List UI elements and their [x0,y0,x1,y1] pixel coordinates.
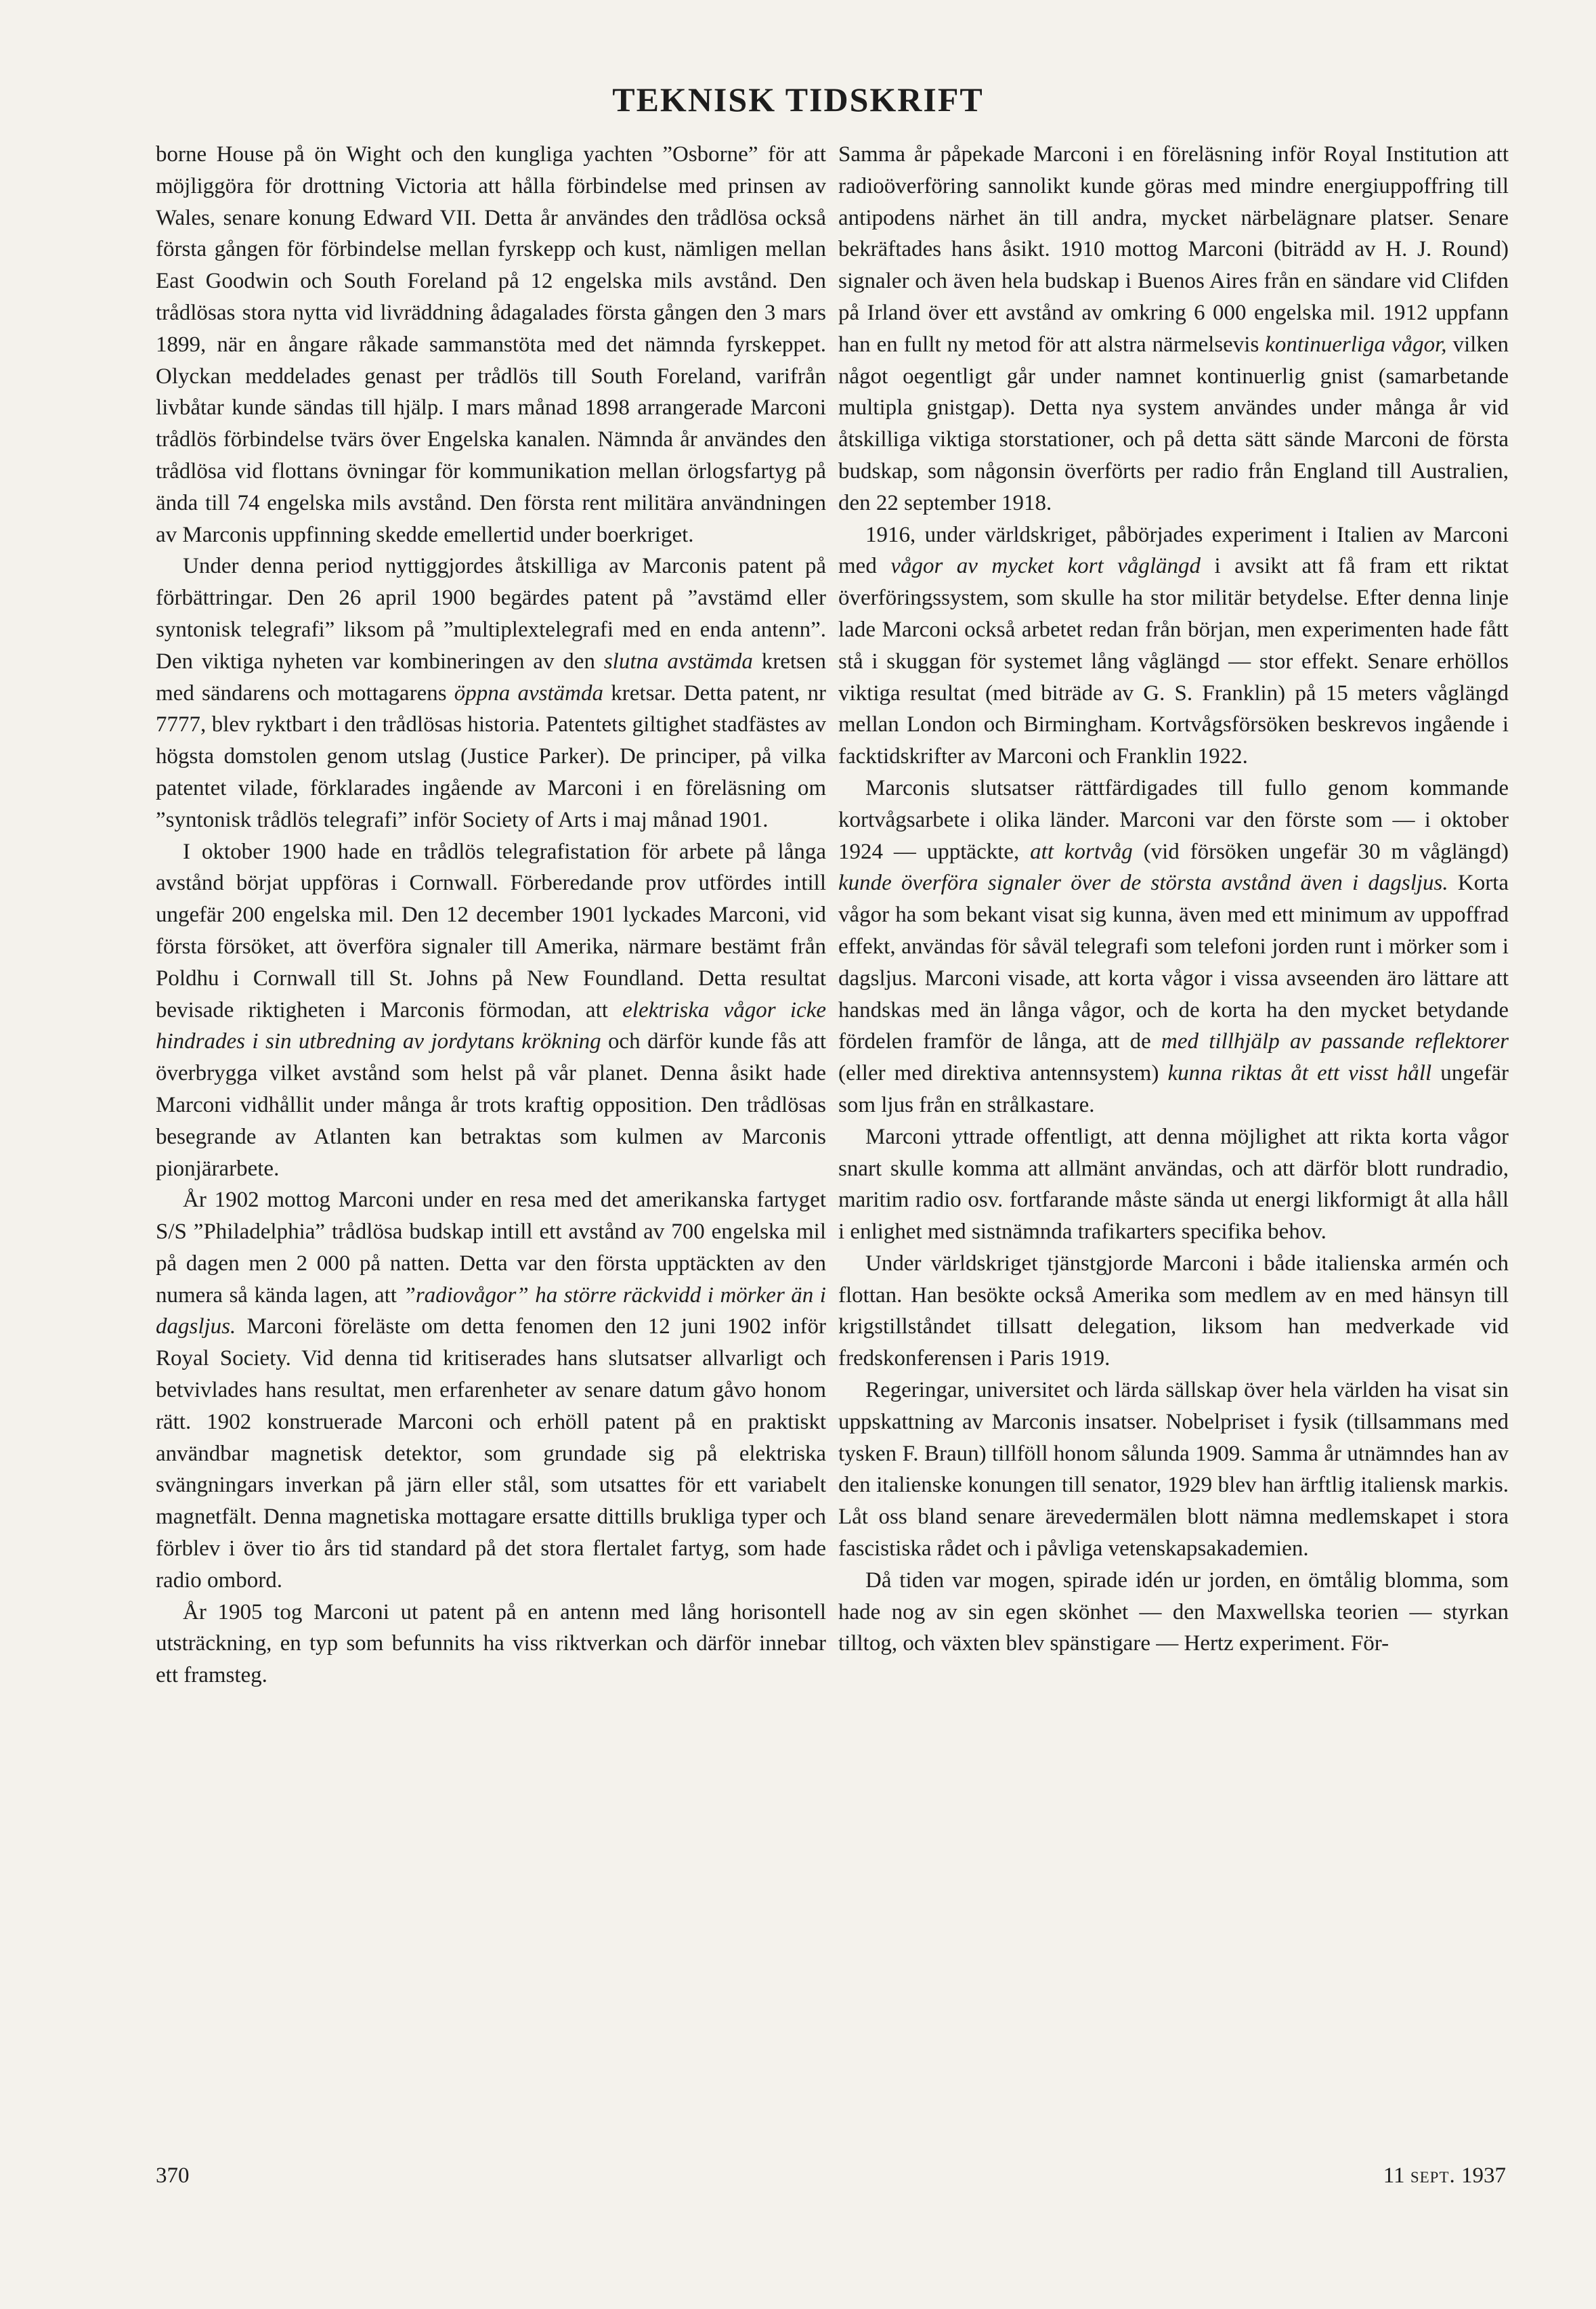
issue-date [1383,2163,1506,2188]
emphasis: vågor av mycket kort våglängd [890,554,1201,579]
paragraph: Samma år påpekade Marconi i en föreläsning inför Royal Institution att radioöverföring sannolikt kunde göras med mindre energiuppoffring till antipodens närhet än till andra, mycket närbelägnare platser. Senare bekräftades hans åsikt. 1910 mottog Marconi (biträdd av H. J. Round) signaler och även hela budskap i Buenos Aires från en sändare vid Clifden på Irland över ett avstånd av omkring 6 000 engelska mil. 1912 uppfann han en fullt ny metod för att alstra närmelsevis kontinuerliga vågor, vilken något oegentligt går under namnet kontinuerlig gnist (samarbetande multipla gnistgap). Detta nya system användes under många år vid åtskilliga viktiga storstationer, och på detta sätt sände Marconi de första budskap, som någonsin överförts per radio från England till Australien, den 22 september 1918. [838,142,1509,515]
journal-masthead: TEKNISK TIDSKRIFT [612,81,984,118]
emphasis: att kortvåg [1030,839,1133,864]
paragraph: borne House på ön Wight och den kungliga yachten ”Osborne” för att möjliggöra för drottning Victoria att hålla förbindelse med prinsen av Wales, senare konung Edward VII. Detta år användes den trådlösa också första gången för förbindelse mellan fyrskepp och kust, nämligen mellan East Goodwin och South Foreland på 12 engelska mils avstånd. Den trådlösas stora nytta vid livräddning ådagalades första gången den 3 mars 1899, när en ångare råkade sammanstöta med det nämnda fyrskeppet. Olyckan meddelades genast per trådlös till South Foreland, varifrån livbåtar kunde sändas till hjälp. I mars månad 1898 arrangerade Marconi trådlös förbindelse tvärs över Engelska kanalen. Nämnda år användes den trådlösa vid flottans övningar för kommunikation mellan örlogsfartyg på ända till 74 engelska mils avstånd. Den första rent militära användningen av Marconis uppfinning skedde emellertid under boerkriget. [156,142,826,547]
paragraph: I oktober 1900 hade en trådlös telegrafistation för arbete på långa avstånd börjat uppföras i Cornwall. Förberedande prov utfördes intill ungefär 200 engelska mil. Den 12 december 1901 lyckades Marconi, vid första försöket, att överföra signaler till Amerika, närmare bestämt från Poldhu i Cornwall till St. Johns på New Foundland. Detta resultat bevisade riktigheten i Marconis förmodan, att elektriska vågor icke hindrades i sin utbredning av jordytans krökning och därför kunde fås att överbrygga vilket avstånd som helst på vår planet. Denna åsikt hade Marconi vidhållit under många år trots kraftig opposition. Den trådlösas besegrande av Atlanten kan betraktas som kulmen av Marconis pionjärarbete. [156,839,826,1181]
issue-day: 11 [1383,2163,1405,2188]
left-column [156,139,826,2123]
paragraph: År 1905 tog Marconi ut patent på en antenn med lång horisontell utsträckning, en typ som befunnits ha viss riktverkan och därför innebar ett framsteg. [156,1599,826,1688]
emphasis: elektriska vågor icke hindrades i sin utbredning av jordytans krökning [156,997,826,1054]
paragraph: Under denna period nyttiggjordes åtskilliga av Marconis patent på förbättringar. Den 26 april 1900 begärdes patent på ”avstämd eller syntonisk telegrafi” liksom på ”multiplextelegrafi med en enda antenn”. Den viktiga nyheten var kombineringen av den slutna avstämda kretsen med sändarens och mottagarens öppna avstämda kretsar. Detta patent, nr 7777, blev ryktbart i den trådlösas historia. Patentets giltighet stadfästes av högsta domstolen genom utslag (Justice Parker). De principer, på vilka patentet vilade, förklarades ingående av Marconi i en föreläsning om ”syntonisk trådlös telegrafi” inför Society of Arts i maj månad 1901. [156,554,826,832]
emphasis: kunna riktas åt ett visst håll [1167,1061,1432,1086]
page-number: 370 [156,2163,190,2188]
paragraph: Marconis slutsatser rättfärdigades till fullo genom kommande kortvågsarbete i olika länder. Marconi var den förste som — i oktober 1924 — upptäckte, att kortvåg (vid försöken ungefär 30 m våglängd) kunde överföra signaler över de största avstånd även i dagsljus. Korta vågor ha som bekant visat sig kunna, även med ett minimum av uppoffrad effekt, användas för såväl telegrafi som telefoni jorden runt i mörker som i dagsljus. Marconi visade, att korta vågor i vissa avseenden äro lättare att handskas med än långa vågor, och de korta ha den mycket betydande fördelen framför de långa, att de med tillhjälp av passande reflektorer (eller med direktiva antennsystem) kunna riktas åt ett visst håll ungefär som ljus från en strålkastare. [838,775,1509,1117]
right-column [838,139,1509,2123]
issue-year: 1937 [1461,2163,1506,2188]
emphasis: öppna avstämda [454,681,604,706]
paragraph: 1916, under världskriget, påbörjades experiment i Italien av Marconi med vågor av mycket kort våglängd i avsikt att få fram ett riktat överföringssystem, som skulle ha stor militär betydelse. Efter denna linje lade Marconi också arbetet redan från början, men experimenten hade fått stå i skuggan för systemet lång våglängd — stor effekt. Senare erhöllos viktiga resultat (med biträde av G. S. Franklin) på 15 meters våglängd mellan London och Birmingham. Kortvågsförsöken beskrevos ingående i facktidskrifter av Marconi och Franklin 1922. [838,522,1509,769]
paragraph: Då tiden var mogen, spirade idén ur jorden, en ömtålig blomma, som hade nog av sin egen skönhet — den Maxwellska teorien — styrkan tilltog, och växten blev spänstigare — Hertz experiment. För- [838,1568,1509,1656]
emphasis: ”radiovågor” ha större räckvidd i mörker än i dagsljus. [156,1282,826,1339]
paragraph: Under världskriget tjänstgjorde Marconi i både italienska armén och flottan. Han besökte också Amerika som medlem av en med hänsyn till krigstillståndet tillsatt delegation, liksom han medverkade vid fredskonferensen i Paris 1919. [838,1251,1509,1371]
issue-month: sept. [1410,2163,1456,2188]
paragraph: Regeringar, universitet och lärda sällskap över hela världen ha visat sin uppskattning av Marconis insatser. Nobelpriset i fysik (tillsammans med tysken F. Braun) tillföll honom sålunda 1909. Samma år utnämndes han av den italienske konungen till senator, 1929 blev han ärftlig italiensk markis. Låt oss bland senare ärevedermälen blott nämna medlemskapet i stora fascistiska rådet och i påvliga vetenskapsakademien. [838,1378,1509,1561]
emphasis: med tillhjälp av passande reflektorer [1161,1029,1509,1054]
paragraph: År 1902 mottog Marconi under en resa med det amerikanska fartyget S/S ”Philadelphia” trådlösa budskap intill ett avstånd av 700 engelska mil på dagen men 2 000 på natten. Detta var den första upptäckten av den numera så kända lagen, att ”radiovågor” ha större räckvidd i mörker än i dagsljus. Marconi föreläste om detta fenomen den 12 juni 1902 inför Royal Society. Vid denna tid kritiserades hans slutsatser allvarligt och betvivlades hans resultat, men erfarenheter av senare datum gåvo honom rätt. 1902 konstruerade Marconi och erhöll patent på en praktiskt användbar magnetisk detektor, som grundade sig på elektriska svängningars inverkan på järn eller stål, som utsattes för ett variabelt magnetfält. Denna magnetiska mottagare ersatte dittills brukliga typer och förblev i över tio års tid standard på det stora flertalet fartyg, som hade radio ombord. [156,1188,826,1593]
paragraph: Marconi yttrade offentligt, att denna möjlighet att rikta korta vågor snart skulle komma att allmänt användas, och att därför blott rundradio, maritim radio osv. fortfarande måste sända ut energi likformigt åt alla håll i enlighet med sistnämnda trafikarters specifika behov. [838,1124,1509,1245]
emphasis: kunde överföra signaler över de största avstånd även i dagsljus. [838,871,1448,896]
emphasis: kontinuerliga vågor, [1265,332,1447,357]
emphasis: slutna avstämda [603,649,753,674]
